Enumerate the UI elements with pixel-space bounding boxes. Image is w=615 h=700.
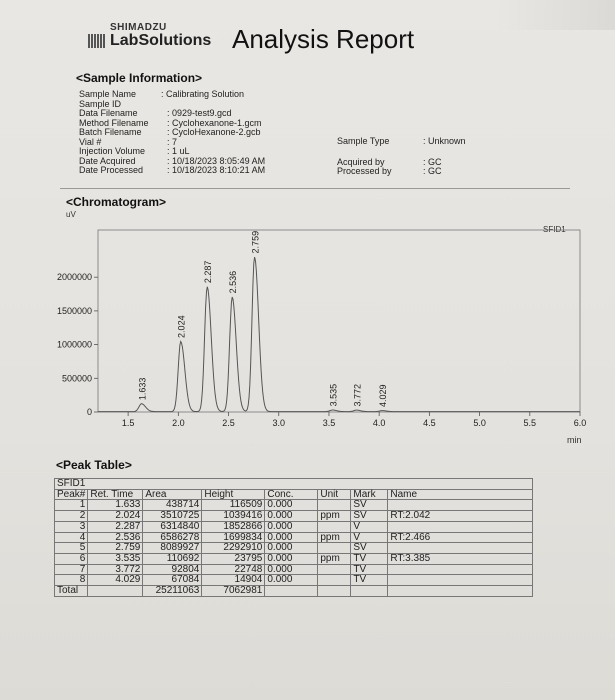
x-tick-label: 3.5: [322, 418, 336, 428]
peak-label: 1.633: [137, 377, 148, 401]
table-cell: [318, 586, 351, 597]
table-row: [55, 500, 533, 511]
table-cell: 2.287: [88, 521, 143, 532]
table-cell: ppm: [318, 532, 351, 543]
table-cell: [388, 543, 533, 554]
peak-label: 2.287: [203, 260, 214, 284]
y-tick-label: 1500000: [56, 305, 92, 316]
y-tick-label: 2000000: [56, 272, 92, 283]
sample-type-value: : Unknown: [423, 136, 466, 146]
table-cell: 22748: [202, 564, 265, 575]
x-tick-label: 4.0: [372, 418, 386, 428]
table-cell: Ret. Time: [88, 489, 143, 500]
y-unit-label: uV: [66, 210, 76, 219]
table-cell: 25211063: [143, 586, 202, 597]
table-cell: 8: [55, 575, 88, 586]
x-unit-label: min: [567, 435, 582, 445]
x-tick-label: 4.5: [423, 418, 436, 428]
table-cell: Height: [202, 489, 265, 500]
table-cell: Conc.: [265, 489, 318, 500]
table-cell: [351, 586, 388, 597]
table-cell: SV: [351, 511, 388, 522]
table-cell: Total: [55, 586, 88, 597]
y-tick-label: 0: [86, 407, 92, 417]
table-cell: 110692: [143, 553, 202, 564]
table-cell: 1699834: [202, 532, 265, 543]
table-cell: Name: [388, 489, 533, 500]
table-cell: 2.759: [88, 543, 143, 554]
table-cell: Unit: [318, 489, 351, 500]
table-total-row: [55, 586, 533, 597]
brand-small: SHIMADZU: [110, 22, 167, 33]
x-tick-label: 1.5: [121, 418, 135, 428]
chromatogram-heading: <Chromatogram>: [66, 195, 167, 209]
processed-by-label: Processed by: [337, 166, 392, 176]
table-cell: V: [351, 532, 388, 543]
peak-label: 3.535: [328, 383, 339, 407]
table-cell: SV: [351, 543, 388, 554]
table-cell: [388, 521, 533, 532]
table-cell: 23795: [202, 553, 265, 564]
y-tick-label: 1000000: [56, 339, 92, 350]
sample-info-heading: <Sample Information>: [76, 71, 203, 85]
table-cell: [318, 521, 351, 532]
x-tick-label: 2.5: [222, 418, 235, 428]
table-cell: 2: [55, 511, 88, 522]
table-cell: 67084: [143, 575, 202, 586]
table-cell: 14904: [202, 575, 265, 586]
table-row: [55, 511, 533, 522]
table-cell: [388, 500, 533, 511]
table-cell: 7: [55, 564, 88, 575]
x-tick-label: 2.0: [172, 418, 185, 428]
table-cell: 1: [55, 500, 88, 511]
table-cell: 1039416: [202, 511, 265, 522]
report-title: Analysis Report: [232, 24, 415, 54]
table-cell: 4: [55, 532, 88, 543]
detector-label: SFID1: [543, 225, 566, 234]
table-cell: RT:2.042: [388, 511, 533, 522]
peak-table: [54, 478, 533, 597]
table-cell: [318, 564, 351, 575]
table-row: [55, 564, 533, 575]
table-row: [55, 575, 533, 586]
table-cell: TV: [351, 553, 388, 564]
table-cell: [388, 586, 533, 597]
peak-label: 4.029: [378, 384, 389, 407]
table-cell: 3510725: [143, 511, 202, 522]
table-cell: 7062981: [202, 586, 265, 597]
table-cell: SV: [351, 500, 388, 511]
table-cell: 1852866: [202, 521, 265, 532]
table-row: [55, 521, 533, 532]
chromatogram-trace: [98, 257, 580, 412]
table-cell: 8089927: [143, 543, 202, 554]
table-cell: Area: [143, 489, 202, 500]
y-tick-label: 500000: [61, 373, 92, 384]
peak-label: 3.772: [352, 383, 363, 407]
table-cell: Peak#: [55, 489, 88, 500]
table-cell: [318, 575, 351, 586]
table-row: [55, 553, 533, 564]
table-cell: 0.000: [265, 532, 318, 543]
table-cell: 438714: [143, 500, 202, 511]
detector-cell: SFID1: [55, 479, 533, 490]
table-cell: 3: [55, 521, 88, 532]
peak-table-heading: <Peak Table>: [56, 458, 132, 472]
table-cell: [265, 586, 318, 597]
table-cell: 6586278: [143, 532, 202, 543]
table-cell: 92804: [143, 564, 202, 575]
table-cell: 2.024: [88, 511, 143, 522]
table-cell: [88, 586, 143, 597]
table-cell: 1.633: [88, 500, 143, 511]
table-cell: [388, 575, 533, 586]
table-cell: 0.000: [265, 564, 318, 575]
brand-main: LabSolutions: [110, 32, 212, 49]
table-cell: 0.000: [265, 500, 318, 511]
table-cell: 3.772: [88, 564, 143, 575]
acquired-by-label: Acquired by: [337, 157, 385, 167]
table-cell: 6314840: [143, 521, 202, 532]
peak-label: 2.024: [176, 315, 187, 338]
table-cell: 6: [55, 553, 88, 564]
table-cell: 5: [55, 543, 88, 554]
table-cell: RT:3.385: [388, 553, 533, 564]
table-cell: 0.000: [265, 553, 318, 564]
table-cell: 0.000: [265, 511, 318, 522]
peak-label: 2.759: [250, 230, 261, 254]
table-cell: ppm: [318, 553, 351, 564]
table-row: [55, 532, 533, 543]
table-cell: 4.029: [88, 575, 143, 586]
table-cell: Mark: [351, 489, 388, 500]
x-tick-label: 3.0: [272, 418, 286, 428]
report-page: SHIMADZU LabSolutions Analysis Report <Sample Information> Sample Name : Calibrating Solution Sample ID Data Filename : 0929-test9.gcd Method Filename : Cyclohexanone-1.gcm Batch Filename : CycloHexanone-2.gcb Vial # : 7 Injection Volume : 1 uL Date Acquired : 10/18/2023 8:05:49 AM Date Processed : 10/18/2023 8:10:21 AM Sample Type : Unknown Acquired by : GC Processed by : GC <Chromatogram> uV SFID1 min 0 500000 1000000 1500000 2000000 1.5 2.0 2.5 3.0 3.5 4.0 4.5 5.0 5.5 6.0 1.633 2.024 2.287 2.536 2.759 3.535 3.772 4.029 <Peak Table> SFID1 Peak# Ret. Time Area Height Conc. Unit Mark Name 1 1.633 438714 116509 0.000 SV 2 2.024 3510725 1039416 0.000 ppm SV RT:2.042 3 2.287 6314840 1852866 0.000 V 4 2.536 6586278 1699834 0.000 ppm V RT:2.466 5 2.759 8089927 2292910 0.000 SV 6 3.535 110692 23795 0.000 ppm TV RT:3.385 7 3.772 92804 22748 0.000 TV 8 4.029 67084 14904 0.000 TV Total 25211063 7062981: [0, 0, 615, 700]
processed-by-value: : GC: [423, 166, 442, 176]
table-cell: 0.000: [265, 575, 318, 586]
table-header-row: [55, 489, 533, 500]
table-row: [55, 543, 533, 554]
table-cell: 2.536: [88, 532, 143, 543]
table-cell: [318, 500, 351, 511]
table-cell: 2292910: [202, 543, 265, 554]
table-cell: 3.535: [88, 553, 143, 564]
x-tick-label: 5.5: [523, 418, 537, 428]
table-cell: RT:2.466: [388, 532, 533, 543]
table-cell: 0.000: [265, 543, 318, 554]
x-tick-label: 5.0: [473, 418, 486, 428]
table-cell: TV: [351, 575, 388, 586]
table-cell: 0.000: [265, 521, 318, 532]
table-cell: ppm: [318, 511, 351, 522]
table-cell: [388, 564, 533, 575]
sample-type-label: Sample Type: [337, 136, 390, 146]
table-cell: [318, 543, 351, 554]
table-cell: 116509: [202, 500, 265, 511]
plot-frame: [98, 230, 580, 412]
table-cell: TV: [351, 564, 388, 575]
table-row: [55, 479, 533, 490]
acquired-by-value: : GC: [423, 157, 442, 167]
x-tick-label: 6.0: [573, 418, 587, 428]
peak-label: 2.536: [228, 270, 239, 294]
table-cell: V: [351, 521, 388, 532]
